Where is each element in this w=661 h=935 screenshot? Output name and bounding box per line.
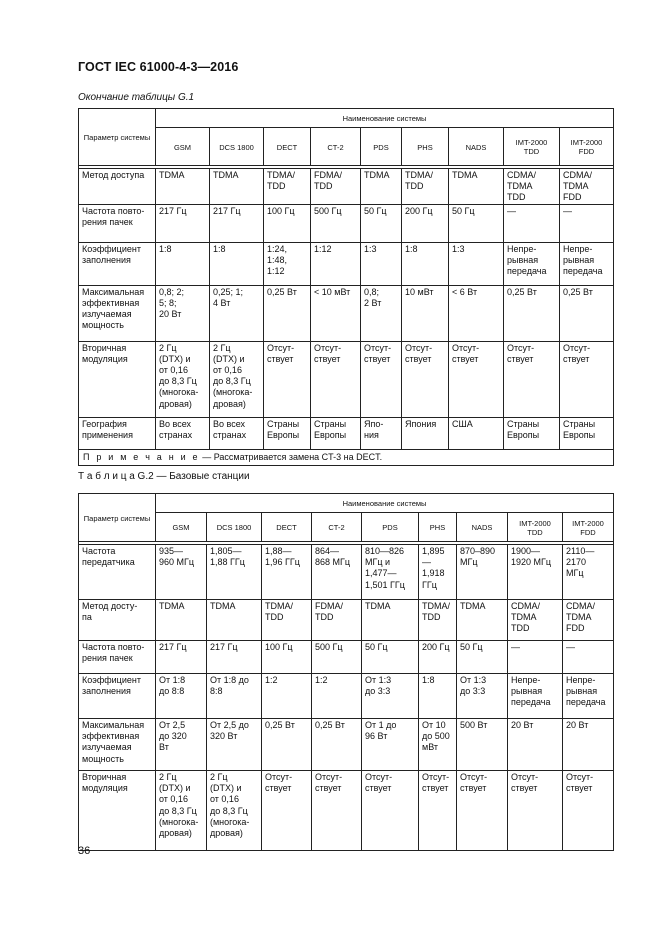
table-cell: Япо- ния [361, 417, 402, 449]
table-cell: От 1:8 до 8:8 [207, 674, 262, 719]
table-cell: Отсут- ствует [362, 771, 419, 851]
table-row [79, 641, 614, 674]
system-header-cell: IMT-2000 TDD [504, 128, 560, 166]
table-cell: — [560, 204, 614, 242]
table2-caption: Т а б л и ц а G.2 — Базовые станции [78, 471, 250, 482]
table-cell: 1:8 [419, 674, 457, 719]
header-row [79, 109, 614, 128]
table-cell: От 1:3 до 3:3 [362, 674, 419, 719]
system-header-cell: DECT [264, 128, 311, 166]
system-header-cell: PHS [402, 128, 449, 166]
table-cell: 50 Гц [361, 204, 402, 242]
table-cell: Отсут- ствует [312, 771, 362, 851]
table-cell: Отсут- ствует [311, 341, 361, 417]
table-row [79, 204, 614, 242]
table-row [79, 600, 614, 641]
row-parameter-name: Максимальная эффективная излучаемая мощность [79, 285, 156, 341]
table-cell: 200 Гц [419, 641, 457, 674]
table-row [79, 285, 614, 341]
table-cell: Непре- рывная передача [508, 674, 563, 719]
table-cell: TDMA [361, 169, 402, 205]
table-cell: TDMA [210, 169, 264, 205]
table-cell: 50 Гц [457, 641, 508, 674]
table-cell: От 10 до 500 мВт [419, 719, 457, 771]
table-cell: От 1:3 до 3:3 [457, 674, 508, 719]
table-cell: Япония [402, 417, 449, 449]
table-cell: 1:2 [312, 674, 362, 719]
system-header-cell: CT-2 [312, 513, 362, 542]
table-row [79, 169, 614, 205]
table-cell: 1:3 [449, 242, 504, 285]
table-cell: TDMA/ TDD [419, 600, 457, 641]
table-cell: CDMA/ TDMA TDD [504, 169, 560, 205]
table-cell: TDMA [156, 169, 210, 205]
table-row [79, 674, 614, 719]
page-number: 36 [78, 845, 91, 857]
table-cell: 0,25 Вт [262, 719, 312, 771]
table-cell: Непре- рывная передача [563, 674, 614, 719]
table-cell: 935— 960 МГц [156, 545, 207, 600]
table-cell: 1,895— 1,918 ГГц [419, 545, 457, 600]
row-parameter-name: Коэффициент заполнения [79, 674, 156, 719]
table-cell: 500 Гц [312, 641, 362, 674]
table-cell: Страны Европы [264, 417, 311, 449]
system-header-cell: IMT-2000 TDD [508, 513, 563, 542]
table-row [79, 771, 614, 851]
table-cell: США [449, 417, 504, 449]
table-cell: TDMA [156, 600, 207, 641]
table-cell: От 2,5 до 320 Вт [207, 719, 262, 771]
param-header-cell: Параметр системы [79, 494, 156, 542]
table-cell: 100 Гц [262, 641, 312, 674]
system-group-header: Наименование системы [156, 494, 614, 513]
table-cell: < 10 мВт [311, 285, 361, 341]
table-cell: Отсут- ствует [457, 771, 508, 851]
table-cell: 20 Вт [563, 719, 614, 771]
row-parameter-name: Коэффициент заполнения [79, 242, 156, 285]
table-cell: TDMA/ TDD [264, 169, 311, 205]
table-cell: Во всех странах [156, 417, 210, 449]
table-cell: — [504, 204, 560, 242]
table-cell: 2 Гц (DTX) и от 0,16 до 8,3 Гц (многока- дровая) [156, 341, 210, 417]
row-parameter-name: Метод доступа [79, 169, 156, 205]
table-cell: 200 Гц [402, 204, 449, 242]
system-header-cell: IMT-2000 FDD [560, 128, 614, 166]
table-cell: 0,8; 2 Вт [361, 285, 402, 341]
table-cell: 217 Гц [156, 204, 210, 242]
table-cell: — [508, 641, 563, 674]
system-header-cell: DCS 1800 [210, 128, 264, 166]
table-row [79, 242, 614, 285]
table-cell: 100 Гц [264, 204, 311, 242]
note-text: — Рассматривается замена CT-3 на DECT. [202, 451, 383, 462]
row-parameter-name: Частота повто- рения пачек [79, 641, 156, 674]
table-cell: От 1:8 до 8:8 [156, 674, 207, 719]
table-cell: Отсут- ствует [402, 341, 449, 417]
system-header-cell: DECT [262, 513, 312, 542]
table-cell: 2 Гц (DTX) и от 0,16 до 8,3 Гц (многока- дровая) [207, 771, 262, 851]
table-cell: 2 Гц (DTX) и от 0,16 до 8,3 Гц (многока- дровая) [210, 341, 264, 417]
table-cell: 1:8 [156, 242, 210, 285]
table-cell: 1:2 [262, 674, 312, 719]
table-cell: TDMA [449, 169, 504, 205]
system-header-cell: GSM [156, 513, 207, 542]
table-row [79, 417, 614, 449]
table-cell: 870–890 МГц [457, 545, 508, 600]
system-header-cell: IMT-2000 FDD [563, 513, 614, 542]
table-cell: 810—826 МГц и 1,477— 1,501 ГГц [362, 545, 419, 600]
table-cell: 1:3 [361, 242, 402, 285]
table-cell: 1:8 [210, 242, 264, 285]
table-cell: CDMA/ TDMA TDD [508, 600, 563, 641]
system-header-cell: NADS [449, 128, 504, 166]
table-cell: Отсут- ствует [449, 341, 504, 417]
table-cell: FDMA/ TDD [312, 600, 362, 641]
table-cell: 50 Гц [362, 641, 419, 674]
table-cell: 217 Гц [156, 641, 207, 674]
table-cell: Непре- рывная передача [560, 242, 614, 285]
table-cell: 1:12 [311, 242, 361, 285]
table-cell: 20 Вт [508, 719, 563, 771]
table-cell: 864— 868 МГц [312, 545, 362, 600]
table-cell: TDMA/ TDD [402, 169, 449, 205]
system-header-cell: PDS [362, 513, 419, 542]
table-cell: CDMA/ TDMA FDD [560, 169, 614, 205]
row-parameter-name: Вторичная модуляция [79, 341, 156, 417]
table-cell: 0,25 Вт [264, 285, 311, 341]
table-cell: TDMA/ TDD [262, 600, 312, 641]
table-note [79, 449, 614, 465]
table-cell: От 1 до 96 Вт [362, 719, 419, 771]
table-cell: 2110— 2170 МГц [563, 545, 614, 600]
table-cell: 500 Вт [457, 719, 508, 771]
table-cell: Страны Европы [504, 417, 560, 449]
table-cell: 0,25 Вт [312, 719, 362, 771]
table-cell: 0,8; 2; 5; 8; 20 Вт [156, 285, 210, 341]
table-cell: Отсут- ствует [560, 341, 614, 417]
system-group-header: Наименование системы [156, 109, 614, 128]
table-g1 [78, 108, 614, 466]
table-cell: Отсут- ствует [504, 341, 560, 417]
table-cell: 1,805— 1,88 ГГц [207, 545, 262, 600]
table-cell: TDMA [362, 600, 419, 641]
table-cell: Во всех странах [210, 417, 264, 449]
table-cell: Непре- рывная передача [504, 242, 560, 285]
table-cell: 1,88— 1,96 ГГц [262, 545, 312, 600]
table-cell: Отсут- ствует [361, 341, 402, 417]
table-cell: Отсут- ствует [262, 771, 312, 851]
table-g2 [78, 493, 614, 851]
row-parameter-name: Вторичная модуляция [79, 771, 156, 851]
note-label: П р и м е ч а н и е [83, 451, 200, 462]
table-cell: Страны Европы [311, 417, 361, 449]
table-cell: TDMA [207, 600, 262, 641]
row-parameter-name: Частота передатчика [79, 545, 156, 600]
row-parameter-name: Максимальная эффективная излучаемая мощность [79, 719, 156, 771]
table-cell: 1:8 [402, 242, 449, 285]
table-cell: 50 Гц [449, 204, 504, 242]
document-header: ГОСТ IEC 61000-4-3—2016 [78, 60, 239, 74]
table-cell: 0,25; 1; 4 Вт [210, 285, 264, 341]
table-cell: 500 Гц [311, 204, 361, 242]
table-row [79, 545, 614, 600]
table-cell: 0,25 Вт [504, 285, 560, 341]
table-cell: 1:24, 1:48, 1:12 [264, 242, 311, 285]
table-cell: 1900— 1920 МГц [508, 545, 563, 600]
table-cell: Страны Европы [560, 417, 614, 449]
table-cell: 10 мВт [402, 285, 449, 341]
header-row [79, 494, 614, 513]
table-cell: 0,25 Вт [560, 285, 614, 341]
table-cell: 217 Гц [210, 204, 264, 242]
system-header-cell: NADS [457, 513, 508, 542]
row-parameter-name: Метод досту- па [79, 600, 156, 641]
table-cell: Отсут- ствует [508, 771, 563, 851]
system-header-cell: PDS [361, 128, 402, 166]
table-cell: — [563, 641, 614, 674]
row-parameter-name: География применения [79, 417, 156, 449]
table-cell: Отсут- ствует [563, 771, 614, 851]
table-cell: CDMA/ TDMA FDD [563, 600, 614, 641]
system-header-cell: PHS [419, 513, 457, 542]
system-header-cell: GSM [156, 128, 210, 166]
table-cell: 2 Гц (DTX) и от 0,16 до 8,3 Гц (многока- дровая) [156, 771, 207, 851]
param-header-cell: Параметр системы [79, 109, 156, 166]
system-header-row [79, 128, 614, 166]
table-cell: TDMA [457, 600, 508, 641]
table-cell: < 6 Вт [449, 285, 504, 341]
table-cell: 217 Гц [207, 641, 262, 674]
table-cell: Отсут- ствует [419, 771, 457, 851]
table-row [79, 719, 614, 771]
system-header-cell: DCS 1800 [207, 513, 262, 542]
table-cell: От 2,5 до 320 Вт [156, 719, 207, 771]
system-header-row [79, 513, 614, 542]
row-parameter-name: Частота повто- рения пачек [79, 204, 156, 242]
table-cell: FDMA/ TDD [311, 169, 361, 205]
system-header-cell: CT-2 [311, 128, 361, 166]
table1-caption: Окончание таблицы G.1 [78, 92, 195, 103]
table-cell: Отсут- ствует [264, 341, 311, 417]
note-row [79, 449, 614, 465]
table-row [79, 341, 614, 417]
